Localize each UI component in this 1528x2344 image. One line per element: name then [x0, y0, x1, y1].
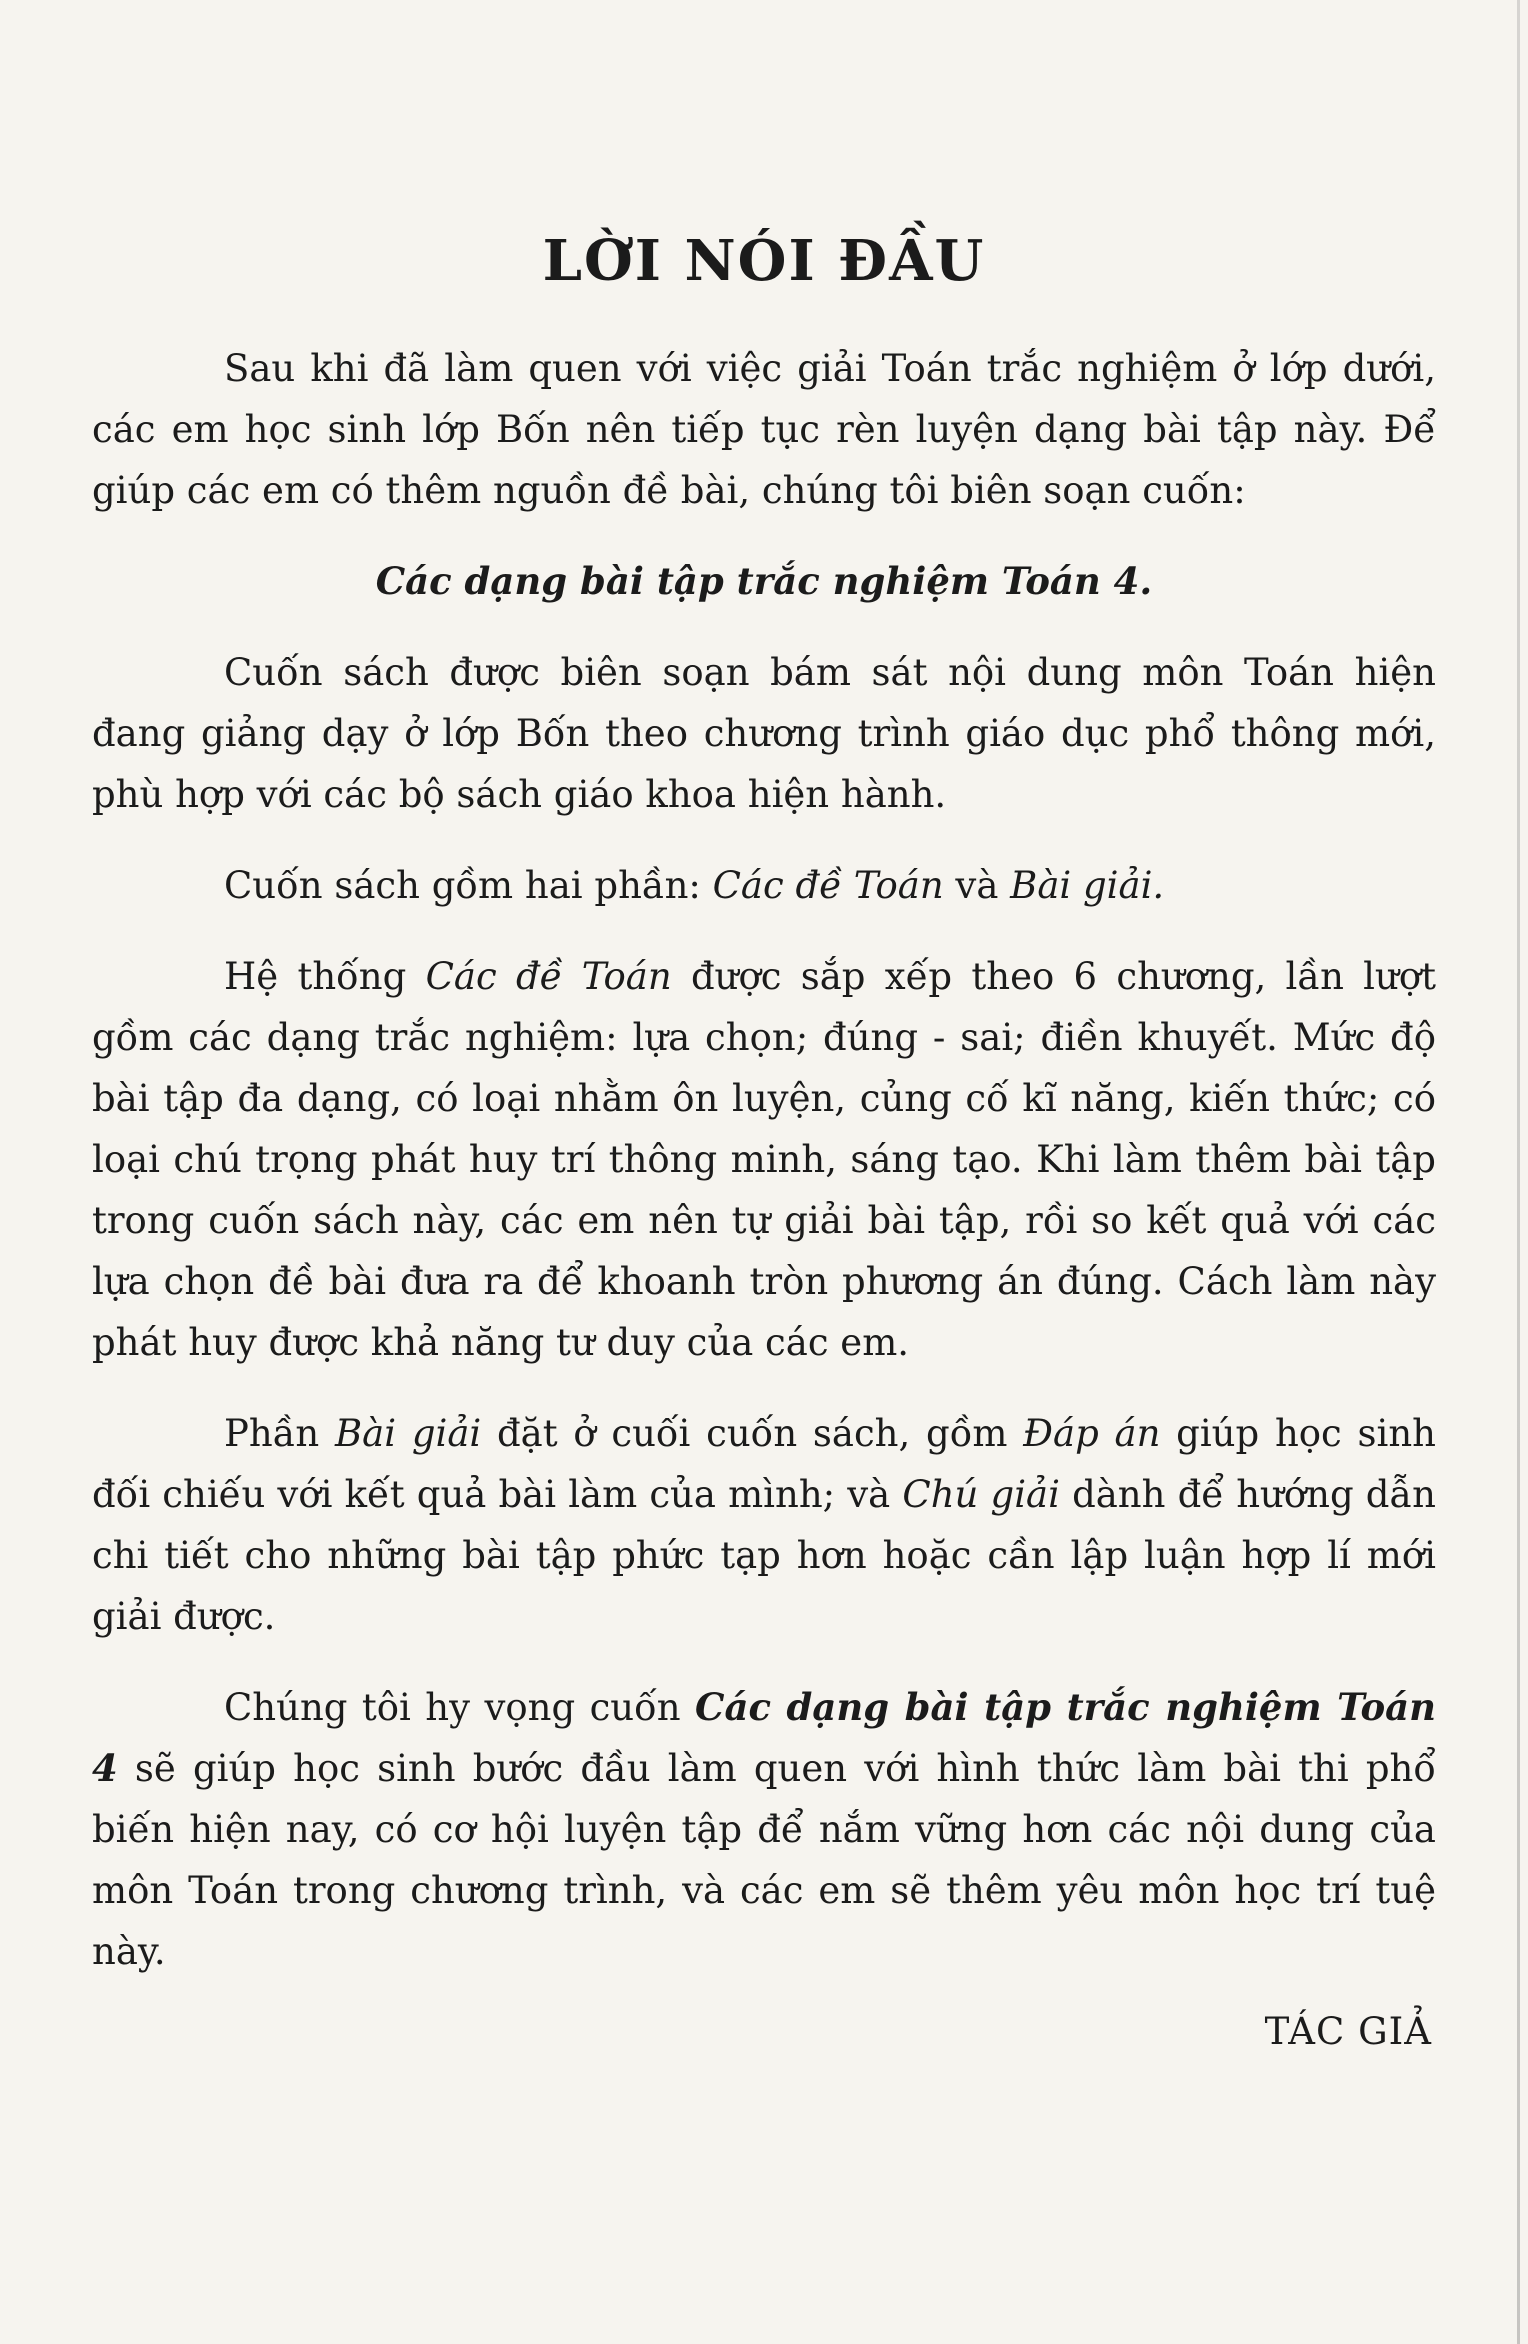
- text-span: được sắp xếp theo 6 chương, lần lượt gồm các dạng trắc nghiệm: lựa chọn; đúng - sai; điền khuyết. Mức độ bài tập đa dạng, có loại nhằm ôn luyện, củng cố kĩ năng, kiến thức; có loại chú trọng phát huy trí thông minh, sáng tạo. Khi làm thêm bài tập trong cuốn sách này, các em nên tự giải bài tập, rồi so kết quả với các lựa chọn đề bài đưa ra để khoanh tròn phương án đúng. Cách làm này phát huy được khả năng tư duy của các em.: [92, 955, 1436, 1364]
- paragraph-solutions: [92, 1403, 1436, 1647]
- text-span: Chúng tôi hy vọng cuốn: [224, 1686, 696, 1729]
- text-span: và: [943, 864, 1011, 907]
- italic-span: Bài giải: [334, 1412, 482, 1455]
- page-title: LỜI NÓI ĐẦU: [542, 228, 986, 294]
- text-span: dành để hướng dẫn chi tiết cho những bài tập phức tạp hơn hoặc cần lập luận hợp lí mới giải được.: [92, 1473, 1436, 1638]
- italic-span: Các đề Toán: [425, 955, 672, 998]
- bold-italic-span: Các dạng bài tập trắc nghiệm Toán 4: [92, 1685, 1437, 1790]
- text-span: Hệ thống: [224, 955, 426, 998]
- paragraph-book-parts: [92, 855, 1436, 916]
- paragraph-intro: Sau khi đã làm quen với việc giải Toán trắc nghiệm ở lớp dưới, các em học sinh lớp Bốn nên tiếp tục rèn luyện dạng bài tập này. Để giúp các em có thêm nguồn đề bài, chúng tôi biên soạn cuốn:: [92, 347, 1436, 512]
- author-signature: TÁC GIẢ: [1264, 2010, 1432, 2053]
- paragraph-curriculum: Cuốn sách được biên soạn bám sát nội dung môn Toán hiện đang giảng dạy ở lớp Bốn theo chương trình giáo dục phổ thông mới, phù hợp với các bộ sách giáo khoa hiện hành.: [92, 651, 1436, 816]
- preface-body: [92, 338, 1436, 2012]
- text-span: đặt ở cuối cuốn sách, gồm: [481, 1412, 1024, 1455]
- text-span: Cuốn sách gồm hai phần:: [224, 864, 713, 907]
- paragraph-exercises: [92, 946, 1436, 1373]
- paragraph-closing: [92, 1677, 1436, 1982]
- scan-edge-line: [1517, 0, 1520, 2344]
- text-span: giúp học sinh đối chiếu với kết quả bài làm của mình; và: [92, 1412, 1437, 1516]
- text-span: Phần: [224, 1412, 335, 1455]
- italic-span: Các đề Toán: [712, 864, 944, 907]
- italic-span: Chú giải: [902, 1473, 1060, 1516]
- text-span: sẽ giúp học sinh bước đầu làm quen với hình thức làm bài thi phổ biến hiện nay, có cơ hội luyện tập để nắm vững hơn các nội dung của môn Toán trong chương trình, và các em sẽ thêm yêu môn học trí tuệ này.: [92, 1747, 1436, 1973]
- book-title-line: Các dạng bài tập trắc nghiệm Toán 4.: [375, 559, 1153, 603]
- italic-span: Bài giải.: [1010, 864, 1165, 907]
- italic-span: Đáp án: [1023, 1412, 1161, 1455]
